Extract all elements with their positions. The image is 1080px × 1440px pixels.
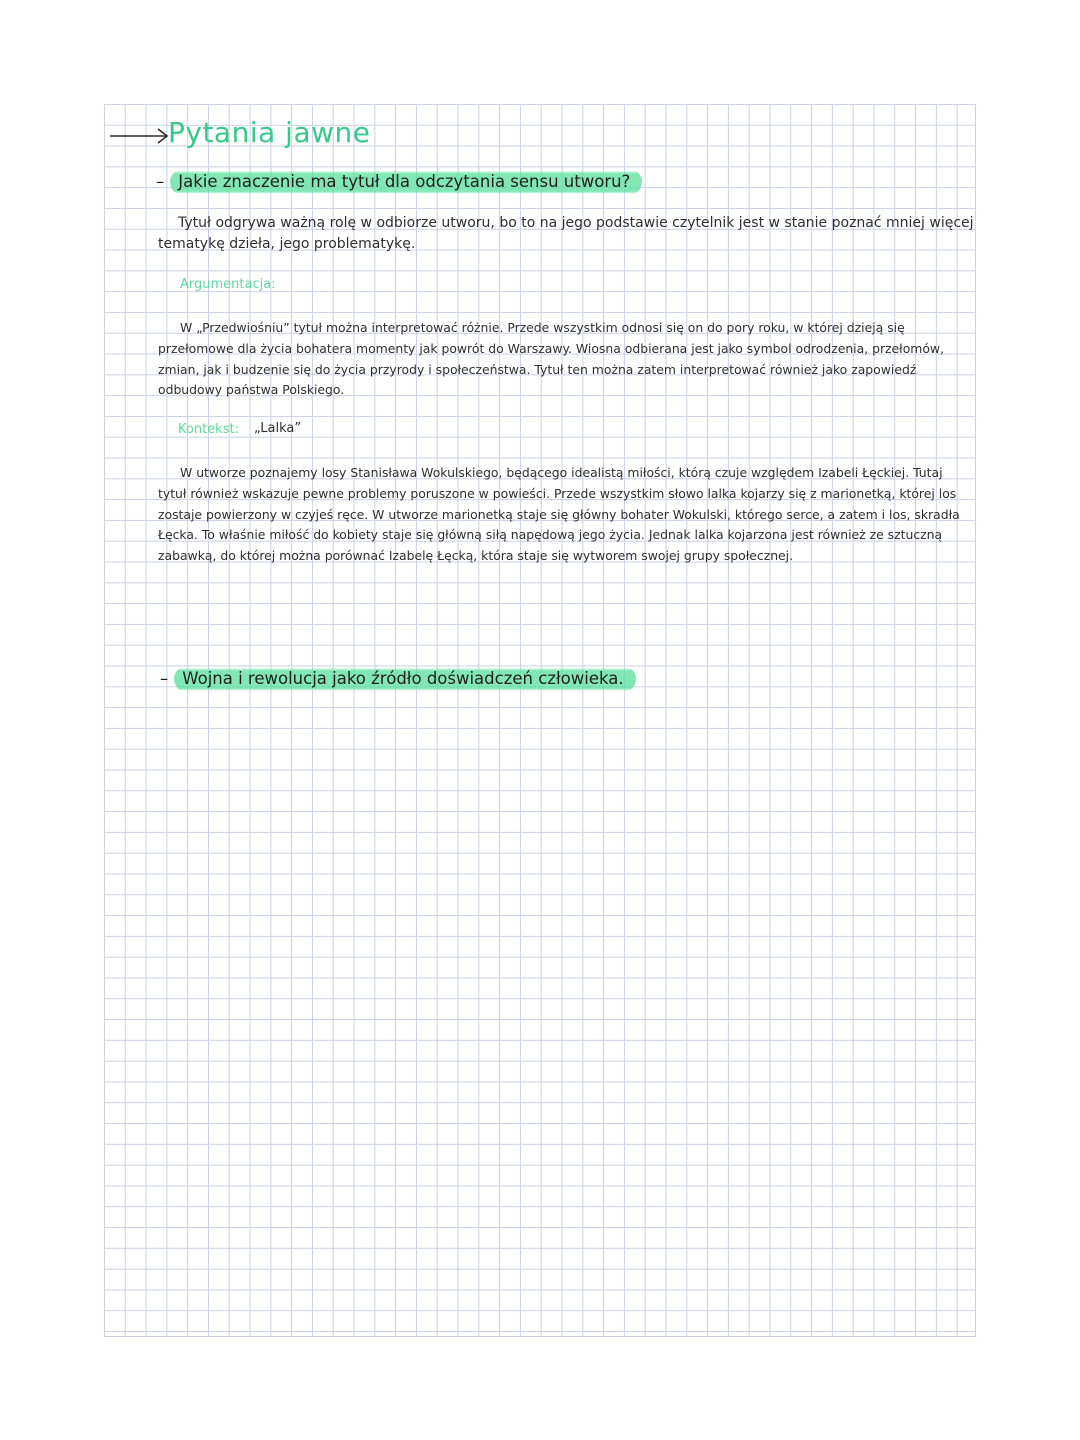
question-1 <box>156 172 642 191</box>
question-2 <box>160 669 636 688</box>
page-title: Pytania jawne <box>168 116 371 149</box>
argument-paragraph: W „Przedwiośniu” tytuł można interpretować różnie. Przede wszystkim odnosi się on do pory roku, w której dzieją się przełomowe dla życia bohatera momenty jak powrót do Warszawy. Wiosna odbierana jest jako symbol odrodzenia, przełomów, zmian, jak i budzenie się do życia przyrody i społeczeństwa. Tytuł ten można zatem interpretować również jako zapowiedź odbudowy państwa Polskiego. <box>158 320 945 398</box>
question-2-text: Wojna i rewolucja jako źródło doświadczeń człowieka. <box>174 666 635 692</box>
dash-marker: – <box>156 172 165 191</box>
argument-label: Argumentacja: <box>180 277 276 292</box>
context-paragraph: W utworze poznajemy losy Stanisława Wokulskiego, będącego idealistą miłości, którą czuje względem Izabeli Łęckiej. Tutaj tytuł również wskazuje pewne problemy poruszone w powieści. Przede wszystkim słowo lalka kojarzy się z marionetką, której los zostaje powierzony w czyjeś ręce. W utworze marionetką staje się główny bohater Wokulski, którego serce, a zatem i los, skradła Łęcka. To właśnie miłość do kobiety staje się główną siłą napędową jego życia. Jednak lalka kojarzona jest również ze sztuczną zabawką, do której można porównać Izabelę Łęcką, która staje się wytworem swojej grupy społecznej. <box>158 465 960 564</box>
question-1-text: Jakie znaczenie ma tytuł dla odczytania sensu utworu? <box>170 169 642 195</box>
context-label: Kontekst: <box>178 422 239 437</box>
dash-marker: – <box>160 669 169 688</box>
arrow-right-icon <box>110 124 172 148</box>
intro-paragraph: Tytuł odgrywa ważną rolę w odbiorze utworu, bo to na jego podstawie czytelnik jest w stanie poznać mniej więcej tematykę dzieła, jego problematykę. <box>158 215 974 252</box>
context-title: „Lalka” <box>254 421 302 436</box>
